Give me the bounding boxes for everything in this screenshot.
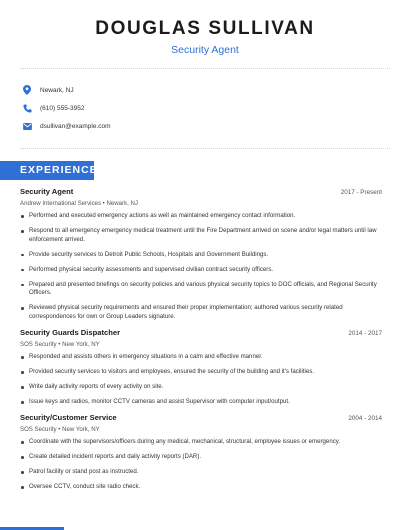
job-organization: SOS Security • New York, NY [20,426,100,434]
list-item: Responded and assists others in emergency situations in a calm and effective manner. [20,353,382,362]
list-item: Reviewed physical security requirements and ensured their proper implementation; authored various security related correspondences for own or Group Leaders signature. [20,304,382,321]
list-item: Issue keys and radios, monitor CCTV cameras and assist Supervisor with computer input/output. [20,398,382,407]
list-item: Respond to all emergency emergency medical treatment until the Fire Department arrived on scene and/or legal matters until law enforcement arrived. [20,227,382,244]
list-item: Provide security services to Detroit Public Schools, Hospitals and Government Buildings. [20,251,382,260]
contact-divider [20,148,390,149]
email-icon [22,122,32,132]
job-bullets [20,438,382,492]
job-organization: Andrew International Services • Newark, NJ [20,200,138,207]
candidate-title: Security Agent [171,44,239,56]
location-text: Newark, NJ [40,86,74,94]
job-title: Security Agent [20,187,74,196]
job-entry [20,187,382,322]
list-item: Prepared and presented briefings on security policies and various physical security topics to DOC officials, and Regional Security Officers. [20,281,382,298]
job-entry [20,328,382,407]
list-item: Coordinate with the supervisors/officers during any medical, mechanical, structural, employee issues or emergency. [20,438,382,447]
job-title: Security Guards Dispatcher [20,328,121,338]
job-title: Security/Customer Service [20,413,117,423]
job-organization: SOS Security • New York, NY [20,341,100,349]
job-dates: 2004 - 2014 [348,415,382,423]
contact-phone [22,99,390,117]
list-item: Write daily activity reports of every activity on site. [20,383,382,392]
job-dates: 2017 - Present [340,189,382,196]
contact-email [22,118,390,136]
resume-header [0,0,410,56]
job-dates: 2014 - 2017 [348,330,382,338]
list-item: Performed and executed emergency actions as well as maintained emergency contact information. [20,212,382,221]
phone-text: (610) 555-3952 [40,104,85,112]
list-item: Patrol facility or stand post as instructed. [20,468,382,477]
job-bullets [20,212,382,322]
job-bullets [20,353,382,407]
list-item: Performed physical security assessments and supervised civilian contract security officers. [20,266,382,275]
job-entry [20,413,382,492]
list-item: Oversee CCTV, conduct site radio check. [20,483,382,492]
experience-section [20,187,382,498]
candidate-name: DOUGLAS SULLIVAN [95,18,315,39]
section-heading-experience: EXPERIENCE [0,161,94,180]
list-item: Create detailed incident reports and daily activity reports (DAR). [20,453,382,462]
email-text: dsullivan@example.com [40,123,111,130]
contact-list [0,69,410,148]
contact-location [22,81,390,99]
list-item: Provided security services to visitors and employees, ensured the security of the building and it's facilities. [20,368,382,377]
phone-icon [22,103,32,113]
location-pin-icon [22,85,32,95]
